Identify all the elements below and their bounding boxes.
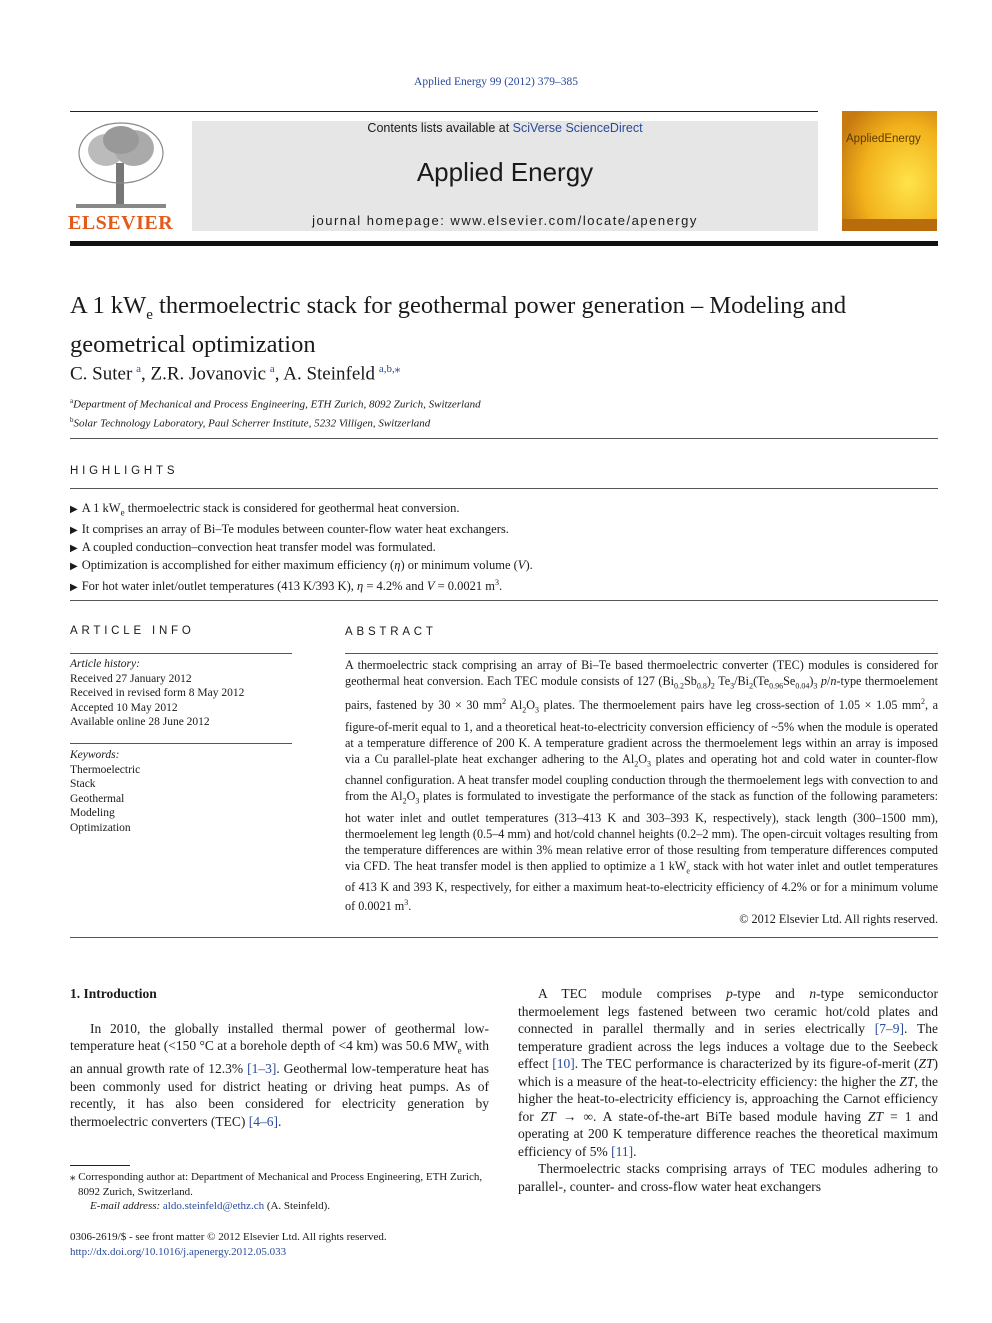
- journal-citation[interactable]: Applied Energy 99 (2012) 379–385: [414, 76, 578, 88]
- bullet-icon: ▶: [70, 504, 78, 515]
- email-note: [70, 1199, 489, 1214]
- history-item: Accepted 10 May 2012: [70, 701, 178, 714]
- history-label: Article history:: [70, 658, 140, 670]
- author-list: C. Suter $^a$, Z.R. Jovanovic $^a$, A. Steinfeld $^{a,b,⁎}$: [70, 363, 401, 385]
- highlight-item: ▶ A 1 $kW_e$ thermoelectric stack is considered for geothermal heat conversion.: [70, 501, 460, 518]
- sciencedirect-link[interactable]: SciVerse ScienceDirect: [512, 121, 643, 135]
- article-info-label: ARTICLE INFO: [70, 625, 195, 637]
- keyword: Modeling: [70, 807, 115, 819]
- issn-line: 0306-2619/$ - see front matter © 2012 Elsevier Ltd. All rights reserved.: [70, 1231, 387, 1243]
- contents-line: [192, 121, 818, 135]
- bullet-icon: ▶: [70, 560, 78, 572]
- history-item: Received in revised form 8 May 2012: [70, 687, 245, 699]
- keywords: [70, 748, 292, 835]
- author-affil-mark[interactable]: a: [136, 363, 141, 375]
- divider: [70, 653, 292, 654]
- highlights-label: HIGHLIGHTS: [70, 465, 179, 477]
- highlight-text: A coupled conduction–convection heat transfer model was formulated.: [81, 539, 436, 554]
- affiliation: [70, 394, 481, 413]
- right-column: [518, 985, 938, 1195]
- author-name: A. Steinfeld: [283, 363, 376, 385]
- elsevier-wordmark: ELSEVIER: [68, 212, 174, 234]
- affiliation-mark: b: [70, 415, 74, 424]
- contents-prefix: Contents lists available at: [367, 121, 513, 135]
- citation-link[interactable]: [4–6]: [248, 1113, 279, 1129]
- keyword: Geothermal: [70, 792, 125, 805]
- journal-name: Applied Energy: [416, 157, 594, 187]
- email-link[interactable]: aldo.steinfeld@ethz.ch: [162, 1200, 265, 1212]
- highlight-item: [70, 539, 938, 557]
- highlights-list: [70, 500, 938, 596]
- highlight-item: ▶ For hot water inlet/outlet temperatures (413 K/393 K), η = 4.2% and V = 0.0021 $m^3$.: [70, 577, 503, 593]
- left-column: [70, 985, 489, 1130]
- history-item: Received 27 January 2012: [70, 672, 192, 685]
- affiliation: [70, 413, 481, 432]
- header-thick-rule: [70, 241, 938, 246]
- corresponding-author-note: ⁎ Corresponding author at: Department of Mechanical and Process Engineering, ETH Zurich, 8092 Zurich, Switzerland.: [70, 1171, 483, 1198]
- author-name: Z.R. Jovanovic: [150, 363, 267, 385]
- footnotes: [70, 1170, 489, 1214]
- divider: [70, 488, 938, 489]
- abstract-text: A thermoelectric stack comprising an array of Bi–Te based thermoelectric converter (TEC) modules is considered for geothermal heat conversion. Each TEC module consists of 127 $(Bi_{0.2}Sb_{0.8})_2$ $Te_3/Bi_2(Te_{0.96}Se_{0.04})_3$ p/n-type thermoelement pairs, fastened by 30 × 30 $mm^2$ $Al_2O_3$ plates. The thermoelement pairs have leg cross-section of 1.05 × 1.05 $mm^2$, a figure-of-merit equal to 1, and a theoretical heat-to-electricity conversion efficiency of ~5% when the module is operated at a temperature difference of 200 K. A temperature gradient across the thermoelement legs within an array is imposed via a Cu parallel-plate heat exchanger adhering to the $Al_2O_3$ plates and operating hot and cold water in counter-flow channel configuration. A heat transfer model coupling conduction through the thermoelement legs with convection to and from the $Al_2O_3$ plates is formulated to investigate the performance of the stack as function of the following parameters: hot water inlet and outlet temperatures (313–413 K and 303–393 K, respectively), stack length (300–1500 mm), thermoelement leg length (0.5–4 mm) and hot/cold channel heights (0.2–2 mm). The open-circuit voltages resulting from the temperature differences are within 3% mean relative error of those resulting from temperature differences computed via CFD. The heat transfer model is then applied to optimize a 1 $kW_e$ stack with hot water inlet and outlet temperatures of 413 K and 393 K, respectively, for either a maximum heat-to-electricity efficiency of 4.2% or for a minimum volume of 0.0021 $m^3$.: [345, 658, 939, 914]
- affiliations: [70, 394, 481, 431]
- intro-paragraph: In 2010, the globally installed thermal power of geothermal low-temperature heat (<150 °C at a borehole depth of <4 km) was 50.6 $MW_e$ with an annual growth rate of 12.3% [1–3]. Geothermal low-temperature heat has been commonly used for district heating or driving heat pumps. As of recently, it has also been considered for electricity generation by thermoelectric converters (TEC) [4–6].: [70, 1020, 489, 1129]
- email-suffix: (A. Steinfeld).: [264, 1200, 331, 1212]
- section-heading: 1. Introduction: [70, 986, 157, 1001]
- citation-link[interactable]: [1–3]: [247, 1061, 277, 1077]
- keyword: Stack: [70, 778, 96, 790]
- keyword: Thermoelectric: [70, 763, 141, 776]
- journal-cover-image: [842, 111, 937, 231]
- highlight-text: It comprises an array of Bi–Te modules between counter-flow water heat exchangers.: [81, 521, 509, 536]
- bullet-icon: ▶: [70, 581, 78, 593]
- highlight-item: [70, 521, 938, 539]
- divider: [345, 653, 938, 654]
- affiliation-mark: a: [70, 397, 74, 405]
- journal-homepage[interactable]: journal homepage: www.elsevier.com/locate/apenergy: [312, 213, 698, 228]
- bullet-icon: ▶: [70, 542, 78, 554]
- author-affil-mark[interactable]: a,b,⁎: [378, 363, 401, 375]
- citation-link[interactable]: [10]: [552, 1056, 575, 1071]
- cover-title: AppliedEnergy: [846, 133, 921, 145]
- keyword: Optimization: [70, 821, 131, 834]
- body-paragraph: Thermoelectric stacks comprising arrays of TEC modules adhering to parallel-, counter- and cross-flow water heat exchangers: [518, 1161, 938, 1194]
- author-name: C. Suter: [70, 363, 133, 385]
- article-history: [70, 657, 292, 730]
- citation-link[interactable]: [7–9]: [874, 1021, 905, 1036]
- affiliation-text: Solar Technology Laboratory, Paul Scherrer Institute, 5232 Villigen, Switzerland: [73, 417, 431, 430]
- divider: [70, 743, 292, 744]
- email-label: E-mail address:: [90, 1200, 163, 1212]
- keywords-label: Keywords:: [70, 749, 120, 761]
- footnote-rule: [70, 1165, 130, 1166]
- author-affil-mark[interactable]: a: [269, 363, 275, 375]
- header-rule: [70, 111, 818, 112]
- abstract-label: ABSTRACT: [345, 626, 437, 638]
- body-paragraph: A TEC module comprises p-type and n-type semiconductor thermoelement legs fastened between two ceramic hot/cold plates and connected in parallel thermally and in series electrically [7–9]. The temperature gradient across the legs induces a voltage due to the Seebeck effect [10]. The TEC performance is characterized by its figure-of-merit (ZT) which is a measure of the heat-to-electricity efficiency: the higher the ZT, the higher the heat-to-electricity efficiency is, approaching the Carnot efficiency for ZT → ∞. A state-of-the-art BiTe based module having ZT = 1 and operating at 200 K temperature difference reaches the theoretical maximum efficiency of 5% [11].: [518, 986, 938, 1159]
- affiliation-text: Department of Mechanical and Process Engineering, ETH Zurich, 8092 Zurich, Switzerland: [73, 398, 481, 411]
- bullet-icon: ▶: [70, 524, 78, 536]
- highlight-item: ▶ Optimization is accomplished for either maximum efficiency (η) or minimum volume (V).: [70, 557, 533, 572]
- doi-link[interactable]: http://dx.doi.org/10.1016/j.apenergy.2012.05.033: [70, 1245, 287, 1258]
- history-item: Available online 28 June 2012: [70, 716, 210, 728]
- divider: [70, 438, 938, 439]
- publication-info: [70, 1230, 489, 1259]
- citation-link[interactable]: [11]: [611, 1143, 634, 1159]
- divider: [70, 600, 938, 601]
- divider: [70, 937, 938, 938]
- article-title: A 1 $kW_e$ thermoelectric stack for geothermal power generation – Modeling and geometrical optimization: [70, 292, 847, 358]
- copyright-notice: © 2012 Elsevier Ltd. All rights reserved.: [739, 912, 938, 926]
